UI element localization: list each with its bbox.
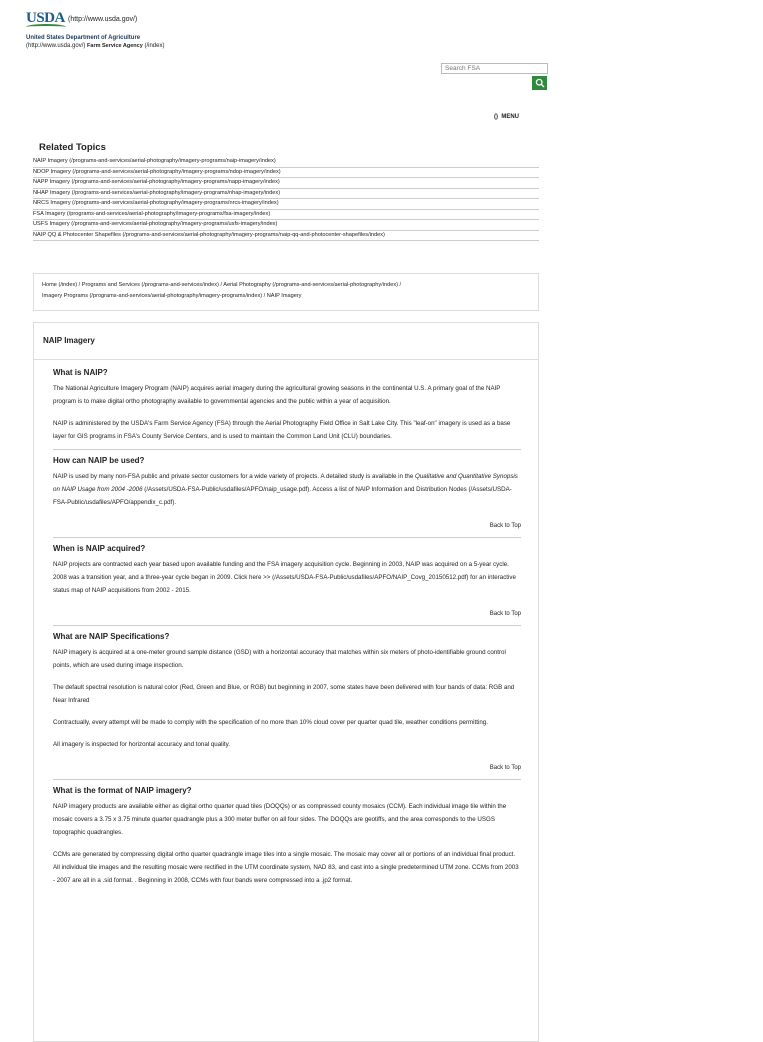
department-link[interactable]: (http://www.usda.gov/) — [26, 43, 86, 49]
section-divider — [53, 449, 521, 450]
section-paragraph: NAIP imagery products are available either as digital ortho quarter quad tiles (DOQQs) or as compressed county mosaics (CCM). Each individual image tile within the mosaic covers a 3.75 x 3.75 minute quarter quadrangle plus a 300 meter buffer on all four sides. The DOQQs are geotiffs, and the area corresponds to the USGS topographic quadrangles. — [53, 803, 507, 836]
section-when-acquired — [53, 543, 521, 619]
section-heading: How can NAIP be used? — [53, 456, 145, 465]
section-paragraph: Contractually, every attempt will be made to comply with the specification of no more than 10% cloud cover per quarter quad tile, weather conditions permitting. — [53, 719, 488, 726]
related-topic-link[interactable] — [33, 168, 539, 179]
search-input[interactable] — [441, 63, 548, 74]
back-to-top-link[interactable]: Back to Top — [489, 765, 521, 771]
agency-row — [26, 42, 546, 50]
related-topic-link[interactable] — [33, 189, 539, 200]
section-paragraph: CCMs are generated by compressing digital ortho quarter quadrangle image tiles into a single mosaic. The mosaic may cover all or portions of an individual final product. All individual tile images and the resulting mosaic were rectified in the UTM coordinate system, NAD 83, and cast into a single predetermined UTM zone. CCMs from 2003 - 2007 are all in a .sid format. . Beginning in 2008, CCMs with four bands were compressed into a .jp2 format. — [53, 851, 519, 884]
usda-logo-swoosh — [26, 24, 66, 30]
menu-label: MENU — [501, 114, 520, 120]
section-paragraph: The default spectral resolution is natural color (Red, Green and Blue, or RGB) but beginning in 2007, some states have been delivered with four bands of data: RGB and Near Infrared — [53, 684, 515, 704]
related-topic-link[interactable] — [33, 157, 539, 168]
section-paragraph: NAIP imagery is acquired at a one-meter ground sample distance (GSD) with a horizontal accuracy that matches within six meters of photo-identifiable ground control points, which are used during image inspection. — [53, 649, 506, 669]
menu-icon: () — [494, 114, 498, 120]
section-divider — [53, 625, 521, 626]
breadcrumb-line-2[interactable]: Imagery Programs (/programs-and-services/aerial-photography/imagery-programs/index) / NAIP Imagery — [42, 293, 302, 299]
search-icon — [535, 78, 545, 88]
paragraph-text: NAIP is used by many non-FSA public and private sector customers for a wide variety of projects. A detailed study is available in the — [53, 473, 416, 480]
usda-logo[interactable] — [26, 10, 66, 30]
related-topic-link[interactable] — [33, 199, 539, 210]
search-button[interactable] — [532, 76, 547, 90]
breadcrumb-line-1[interactable]: Home (/index) / Programs and Services (/programs-and-services/index) / Aerial Photography (/programs-and-services/aerial-photography/index) / — [42, 282, 402, 288]
related-topics-title: Related Topics — [39, 142, 106, 153]
site-header — [26, 10, 546, 50]
related-topic-text[interactable]: USFS Imagery (/programs-and-services/aerial-photography/imagery-programs/usfs-imagery/index) — [33, 221, 278, 227]
related-topics-list — [33, 157, 539, 241]
section-specifications — [53, 631, 521, 773]
related-topic-text[interactable]: NRCS Imagery (/programs-and-services/aerial-photography/imagery-programs/nrcs-imagery/index) — [33, 200, 279, 206]
menu-toggle[interactable] — [494, 113, 519, 122]
section-how-used — [53, 455, 521, 531]
article-body — [53, 367, 521, 887]
related-topic-link[interactable] — [33, 231, 539, 242]
usda-home-link[interactable]: (http://www.usda.gov/) — [68, 15, 138, 23]
related-topic-link[interactable] — [33, 178, 539, 189]
section-format — [53, 785, 521, 887]
agency-link[interactable]: Farm Service Agency — [87, 43, 143, 49]
related-topic-text[interactable]: NHAP Imagery (/programs-and-services/aerial-photography/imagery-programs/nhap-imagery/index) — [33, 189, 281, 196]
section-heading: What is the format of NAIP imagery? — [53, 786, 192, 795]
logo-row — [26, 10, 546, 30]
department-name: United States Department of Agriculture — [26, 35, 141, 41]
paragraph-text[interactable]: (/Assets/USDA-FSA-Public/usdafiles/APFO/naip_usage.pdf). Access a list of NAIP Information and Distribution Nodes (/Assets/USDA-FSA-Public/usdafiles/APFO/appendix_c.pdf). — [53, 486, 512, 506]
section-heading: What is NAIP? — [53, 368, 108, 377]
back-to-top-link[interactable]: Back to Top — [489, 523, 521, 529]
page-title: NAIP Imagery — [34, 323, 538, 360]
section-heading: What are NAIP Specifications? — [53, 632, 170, 641]
study-title-link[interactable]: Qualitative and Quantitative Synopsis on NAIP Usage from 2004 -2006 — [53, 473, 518, 493]
content-panel — [33, 322, 539, 1042]
section-paragraph: All imagery is inspected for horizontal accuracy and tonal quality. — [53, 741, 231, 748]
related-topic-text[interactable]: NDOP Imagery (/programs-and-services/aerial-photography/imagery-programs/ndop-imagery/index) — [33, 168, 281, 175]
breadcrumb — [33, 273, 539, 311]
related-topic-link[interactable] — [33, 220, 539, 231]
section-paragraph: NAIP projects are contracted each year based upon available funding and the FSA imagery acquisition cycle. Beginning in 2003, NAIP was acquired on a 5-year cycle. 2008 was a transition year, and a three-year cycle began in 2009. Click here >> (/Assets/USDA-FSA-Public/usdafiles/APFO/NAIP_Covg_20150512.pdf) for an interactive status map of NAIP acquisitions from 2002 - 2015. — [53, 561, 516, 594]
related-topic-text[interactable]: NAIP Imagery (/programs-and-services/aerial-photography/imagery-programs/naip-imagery/index) — [33, 158, 276, 164]
related-topic-text[interactable]: NAPP Imagery (/programs-and-services/aerial-photography/imagery-programs/napp-imagery/index) — [33, 179, 280, 185]
section-paragraph: NAIP is administered by the USDA's Farm Service Agency (FSA) through the Aerial Photography Field Office in Salt Lake City. This "leaf-on" imagery is used as a base layer for GIS programs in FSA's County Service Centers, and is used to maintain the Common Land Unit (CLU) boundaries. — [53, 420, 511, 440]
related-topic-link[interactable] — [33, 210, 539, 221]
related-topic-text[interactable]: NAIP QQ & Photocenter Shapefiles (/programs-and-services/aerial-photography/imagery-programs/naip-qq-and-photocenter-shapefiles/index) — [33, 231, 385, 238]
section-paragraph — [53, 470, 521, 509]
usda-logo-text: USDA — [26, 10, 65, 26]
related-topic-text[interactable]: FSA Imagery (/programs-and-services/aerial-photography/imagery-programs/fsa-imagery/index) — [33, 210, 271, 217]
section-paragraph: The National Agriculture Imagery Program (NAIP) acquires aerial imagery during the agricultural growing seasons in the continental U.S. A primary goal of the NAIP program is to make digital ortho photography available to governmental agencies and the public within a year of acquisition. — [53, 385, 501, 405]
section-divider — [53, 537, 521, 538]
section-what-is-naip — [53, 367, 521, 443]
section-divider — [53, 779, 521, 780]
section-heading: When is NAIP acquired? — [53, 544, 146, 553]
agency-url[interactable]: (/index) — [144, 43, 165, 49]
back-to-top-link[interactable]: Back to Top — [489, 611, 521, 617]
related-topics — [33, 141, 539, 241]
